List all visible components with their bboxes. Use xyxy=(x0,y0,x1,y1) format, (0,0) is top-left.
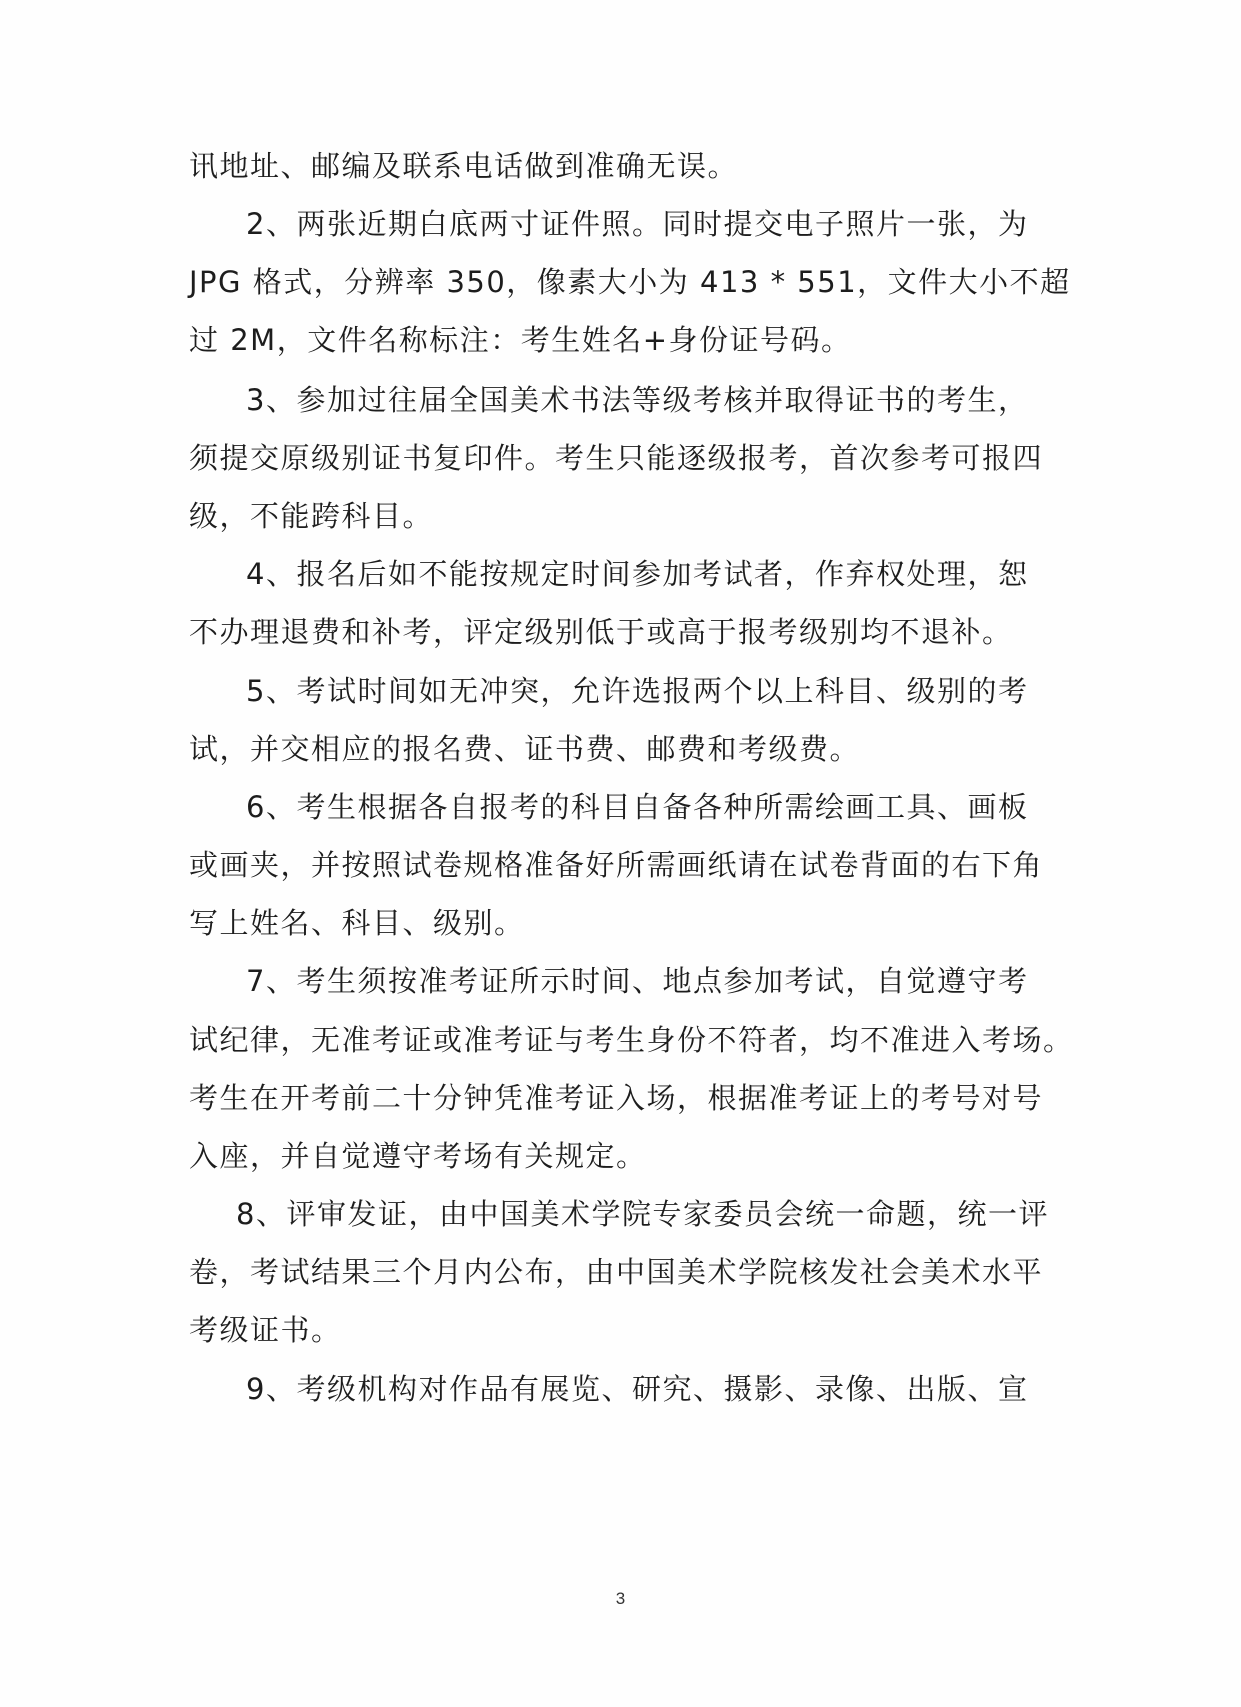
text-line: 须提交原级别证书复印件。考生只能逐级报考，首次参考可报四 xyxy=(189,441,1044,475)
paragraph-item-4-line: 4、报名后如不能按规定时间参加考试者，作弃权处理，恕 xyxy=(246,557,1029,591)
text-line: 试，并交相应的报名费、证书费、邮费和考级费。 xyxy=(189,732,861,766)
text-line: JPG 格式，分辨率 350，像素大小为 413 * 551，文件大小不超 xyxy=(189,265,1071,299)
paragraph-item-2-line: 2、两张近期白底两寸证件照。同时提交电子照片一张，为 xyxy=(246,207,1029,241)
text-line: 不办理退费和补考，评定级别低于或高于报考级别均不退补。 xyxy=(189,615,1013,649)
text-line: 写上姓名、科目、级别。 xyxy=(189,906,525,940)
text-line: 过 2M，文件名称标注：考生姓名+身份证号码。 xyxy=(189,323,852,357)
text-line: 试纪律，无准考证或准考证与考生身份不符者，均不准进入考场。 xyxy=(189,1023,1074,1057)
page-number: 3 xyxy=(615,1589,626,1608)
text-line: 考生在开考前二十分钟凭准考证入场，根据准考证上的考号对号 xyxy=(189,1081,1044,1115)
text-line: 或画夹，并按照试卷规格准备好所需画纸请在试卷背面的右下角 xyxy=(189,848,1044,882)
paragraph-item-3-line: 3、参加过往届全国美术书法等级考核并取得证书的考生， xyxy=(246,383,1029,417)
text-line: 考级证书。 xyxy=(189,1313,342,1347)
paragraph-item-7-line: 7、考生须按准考证所示时间、地点参加考试，自觉遵守考 xyxy=(246,964,1029,998)
paragraph-item-9-line: 9、考级机构对作品有展览、研究、摄影、录像、出版、宣 xyxy=(246,1372,1029,1406)
paragraph-item-5-line: 5、考试时间如无冲突，允许选报两个以上科目、级别的考 xyxy=(246,674,1029,708)
text-line: 卷，考试结果三个月内公布，由中国美术学院核发社会美术水平 xyxy=(189,1255,1044,1289)
text-line: 讯地址、邮编及联系电话做到准确无误。 xyxy=(189,149,739,183)
text-line: 级，不能跨科目。 xyxy=(189,499,434,533)
paragraph-item-6-line: 6、考生根据各自报考的科目自备各种所需绘画工具、画板 xyxy=(246,790,1029,824)
text-line: 入座，并自觉遵守考场有关规定。 xyxy=(189,1139,647,1173)
paragraph-item-8-line: 8、评审发证，由中国美术学院专家委员会统一命题，统一评 xyxy=(236,1197,1049,1231)
